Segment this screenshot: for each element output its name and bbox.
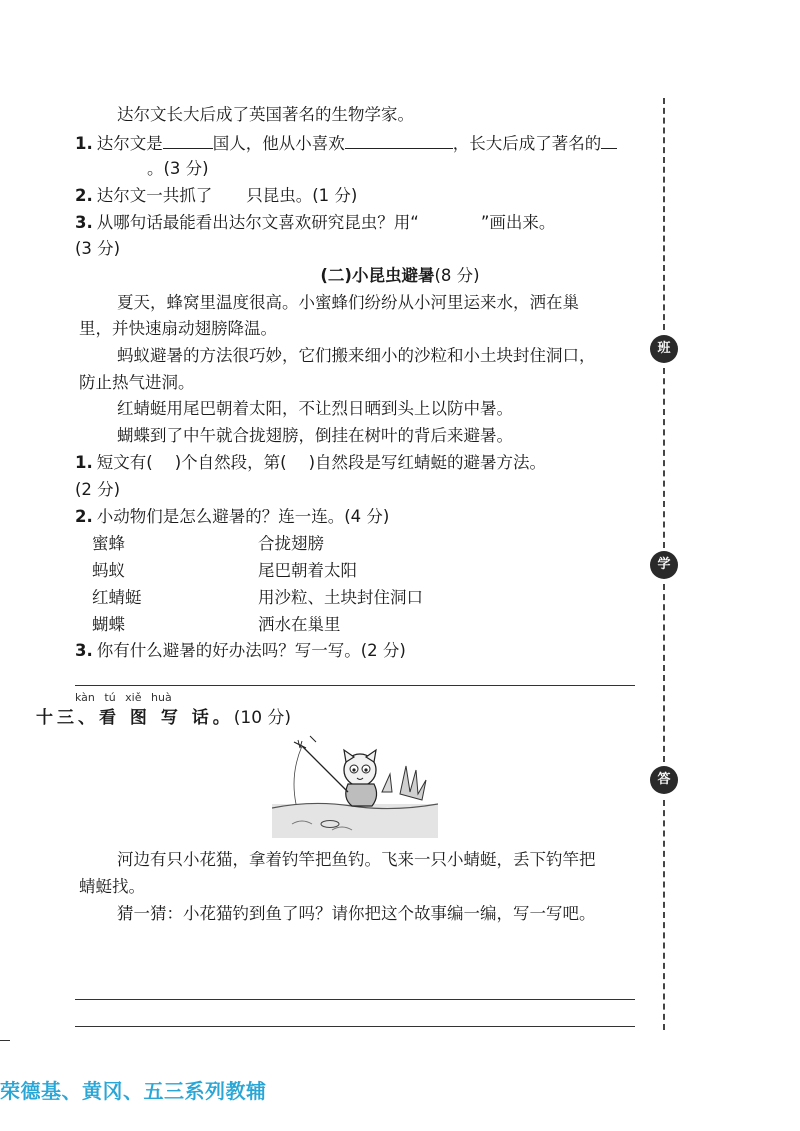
question-text: ”画出来。 (480, 213, 556, 232)
cat-fishing-illustration (272, 734, 438, 838)
part2-question-3 (75, 640, 406, 662)
question-text: 国人，他从小喜欢 (212, 134, 345, 153)
answer-blank[interactable] (345, 132, 453, 149)
answer-blank[interactable] (163, 132, 213, 149)
question-text: 达尔文一共抓了 (96, 186, 213, 205)
part1-question-1 (75, 132, 617, 155)
question-number: 1. (75, 453, 93, 472)
part1-question-2 (75, 185, 357, 207)
writing-answer-line[interactable] (75, 999, 635, 1000)
question-text: 达尔文是 (96, 134, 163, 153)
section13-title-text: 十三、看 图 写 话。 (36, 708, 234, 728)
question-number: 3. (75, 641, 93, 660)
writing-answer-line[interactable] (75, 1026, 635, 1027)
question-text: 小动物们是怎么避暑的？连一连。(4 分) (96, 507, 390, 526)
part2-question-2 (75, 506, 389, 528)
section13-score: (10 分) (233, 708, 292, 728)
answer-line[interactable] (75, 685, 635, 686)
passage-paragraph: 防止热气进洞。 (79, 373, 195, 392)
question-text: 从哪句话最能看出达尔文喜欢研究昆虫？用“ (96, 213, 419, 232)
section13-title (36, 707, 291, 729)
writing-prompt-line: 河边有只小花猫，拿着钓竿把鱼钓。飞来一只小蜻蜓，丢下钓竿把 (117, 850, 596, 869)
part2-question-1-cont: (2 分) (75, 480, 121, 499)
passage-paragraph: 蚂蚁避暑的方法很巧妙，它们搬来细小的沙粒和小土块封住洞口， (117, 346, 596, 365)
writing-prompt-line: 蜻蜓找。 (79, 877, 145, 896)
passage-paragraph: 红蜻蜓用尾巴朝着太阳，不让烈日晒到头上以防中暑。 (117, 399, 513, 418)
match-left-item[interactable]: 蝴蝶 (92, 615, 125, 634)
question-text: 短文有( (96, 453, 153, 472)
question-text: )自然段是写红蜻蜓的避暑方法。 (308, 453, 546, 472)
passage-last-line: 达尔文长大后成了英国著名的生物学家。 (117, 105, 414, 124)
part1-question-3 (75, 212, 555, 234)
passage-paragraph: 蝴蝶到了中午就合拢翅膀，倒挂在树叶的背后来避暑。 (117, 426, 513, 445)
publisher-footer: 荣德基、黄冈、五三系列教辅 (0, 1079, 267, 1103)
margin-badge-class: 班 (650, 335, 678, 363)
answer-blank[interactable] (601, 132, 617, 149)
question-number: 2. (75, 507, 93, 526)
writing-prompt-guess: 猜一猜：小花猫钓到鱼了吗？请你把这个故事编一编，写一写吧。 (117, 904, 596, 923)
question-number: 2. (75, 186, 93, 205)
margin-badge-answer: 答 (650, 766, 678, 794)
binding-dashed-line (663, 98, 665, 330)
part1-question-3-cont: (3 分) (75, 239, 121, 258)
match-right-column (258, 533, 423, 641)
question-number: 1. (75, 134, 93, 153)
binding-dashed-line (663, 584, 665, 762)
question-text: 你有什么避暑的好办法吗？写一写。(2 分) (96, 641, 406, 660)
question-text: ，长大后成了著名的 (452, 134, 602, 153)
part2-question-1 (75, 452, 546, 474)
binding-dashed-line (663, 368, 665, 548)
match-left-item[interactable]: 蜜蜂 (92, 534, 125, 553)
margin-badge-student: 学 (650, 551, 678, 579)
match-right-item[interactable]: 尾巴朝着太阳 (258, 561, 357, 580)
part1-question-1-cont: 。(3 分) (147, 159, 209, 178)
match-right-item[interactable]: 用沙粒、土块封住洞口 (258, 588, 423, 607)
question-number: 3. (75, 213, 93, 232)
margin-tick (0, 1040, 10, 1041)
match-left-item[interactable]: 蚂蚁 (92, 561, 125, 580)
section13-pinyin: kàn tú xiě huà (75, 691, 172, 704)
passage-paragraph: 夏天，蜂窝里温度很高。小蜜蜂们纷纷从小河里运来水，洒在巢 (117, 293, 579, 312)
match-left-column (92, 533, 142, 641)
question-text: )个自然段，第( (174, 453, 287, 472)
match-right-item[interactable]: 合拢翅膀 (258, 534, 324, 553)
match-left-item[interactable]: 红蜻蜓 (92, 588, 142, 607)
part2-title-text: (二)小昆虫避暑 (320, 266, 435, 285)
question-text: 只昆虫。(1 分) (246, 186, 358, 205)
passage-paragraph: 里，并快速扇动翅膀降温。 (79, 319, 277, 338)
match-right-item[interactable]: 洒水在巢里 (258, 615, 341, 634)
part2-score: (8 分) (434, 266, 480, 285)
binding-dashed-line (663, 800, 665, 1030)
part2-title (0, 265, 800, 287)
